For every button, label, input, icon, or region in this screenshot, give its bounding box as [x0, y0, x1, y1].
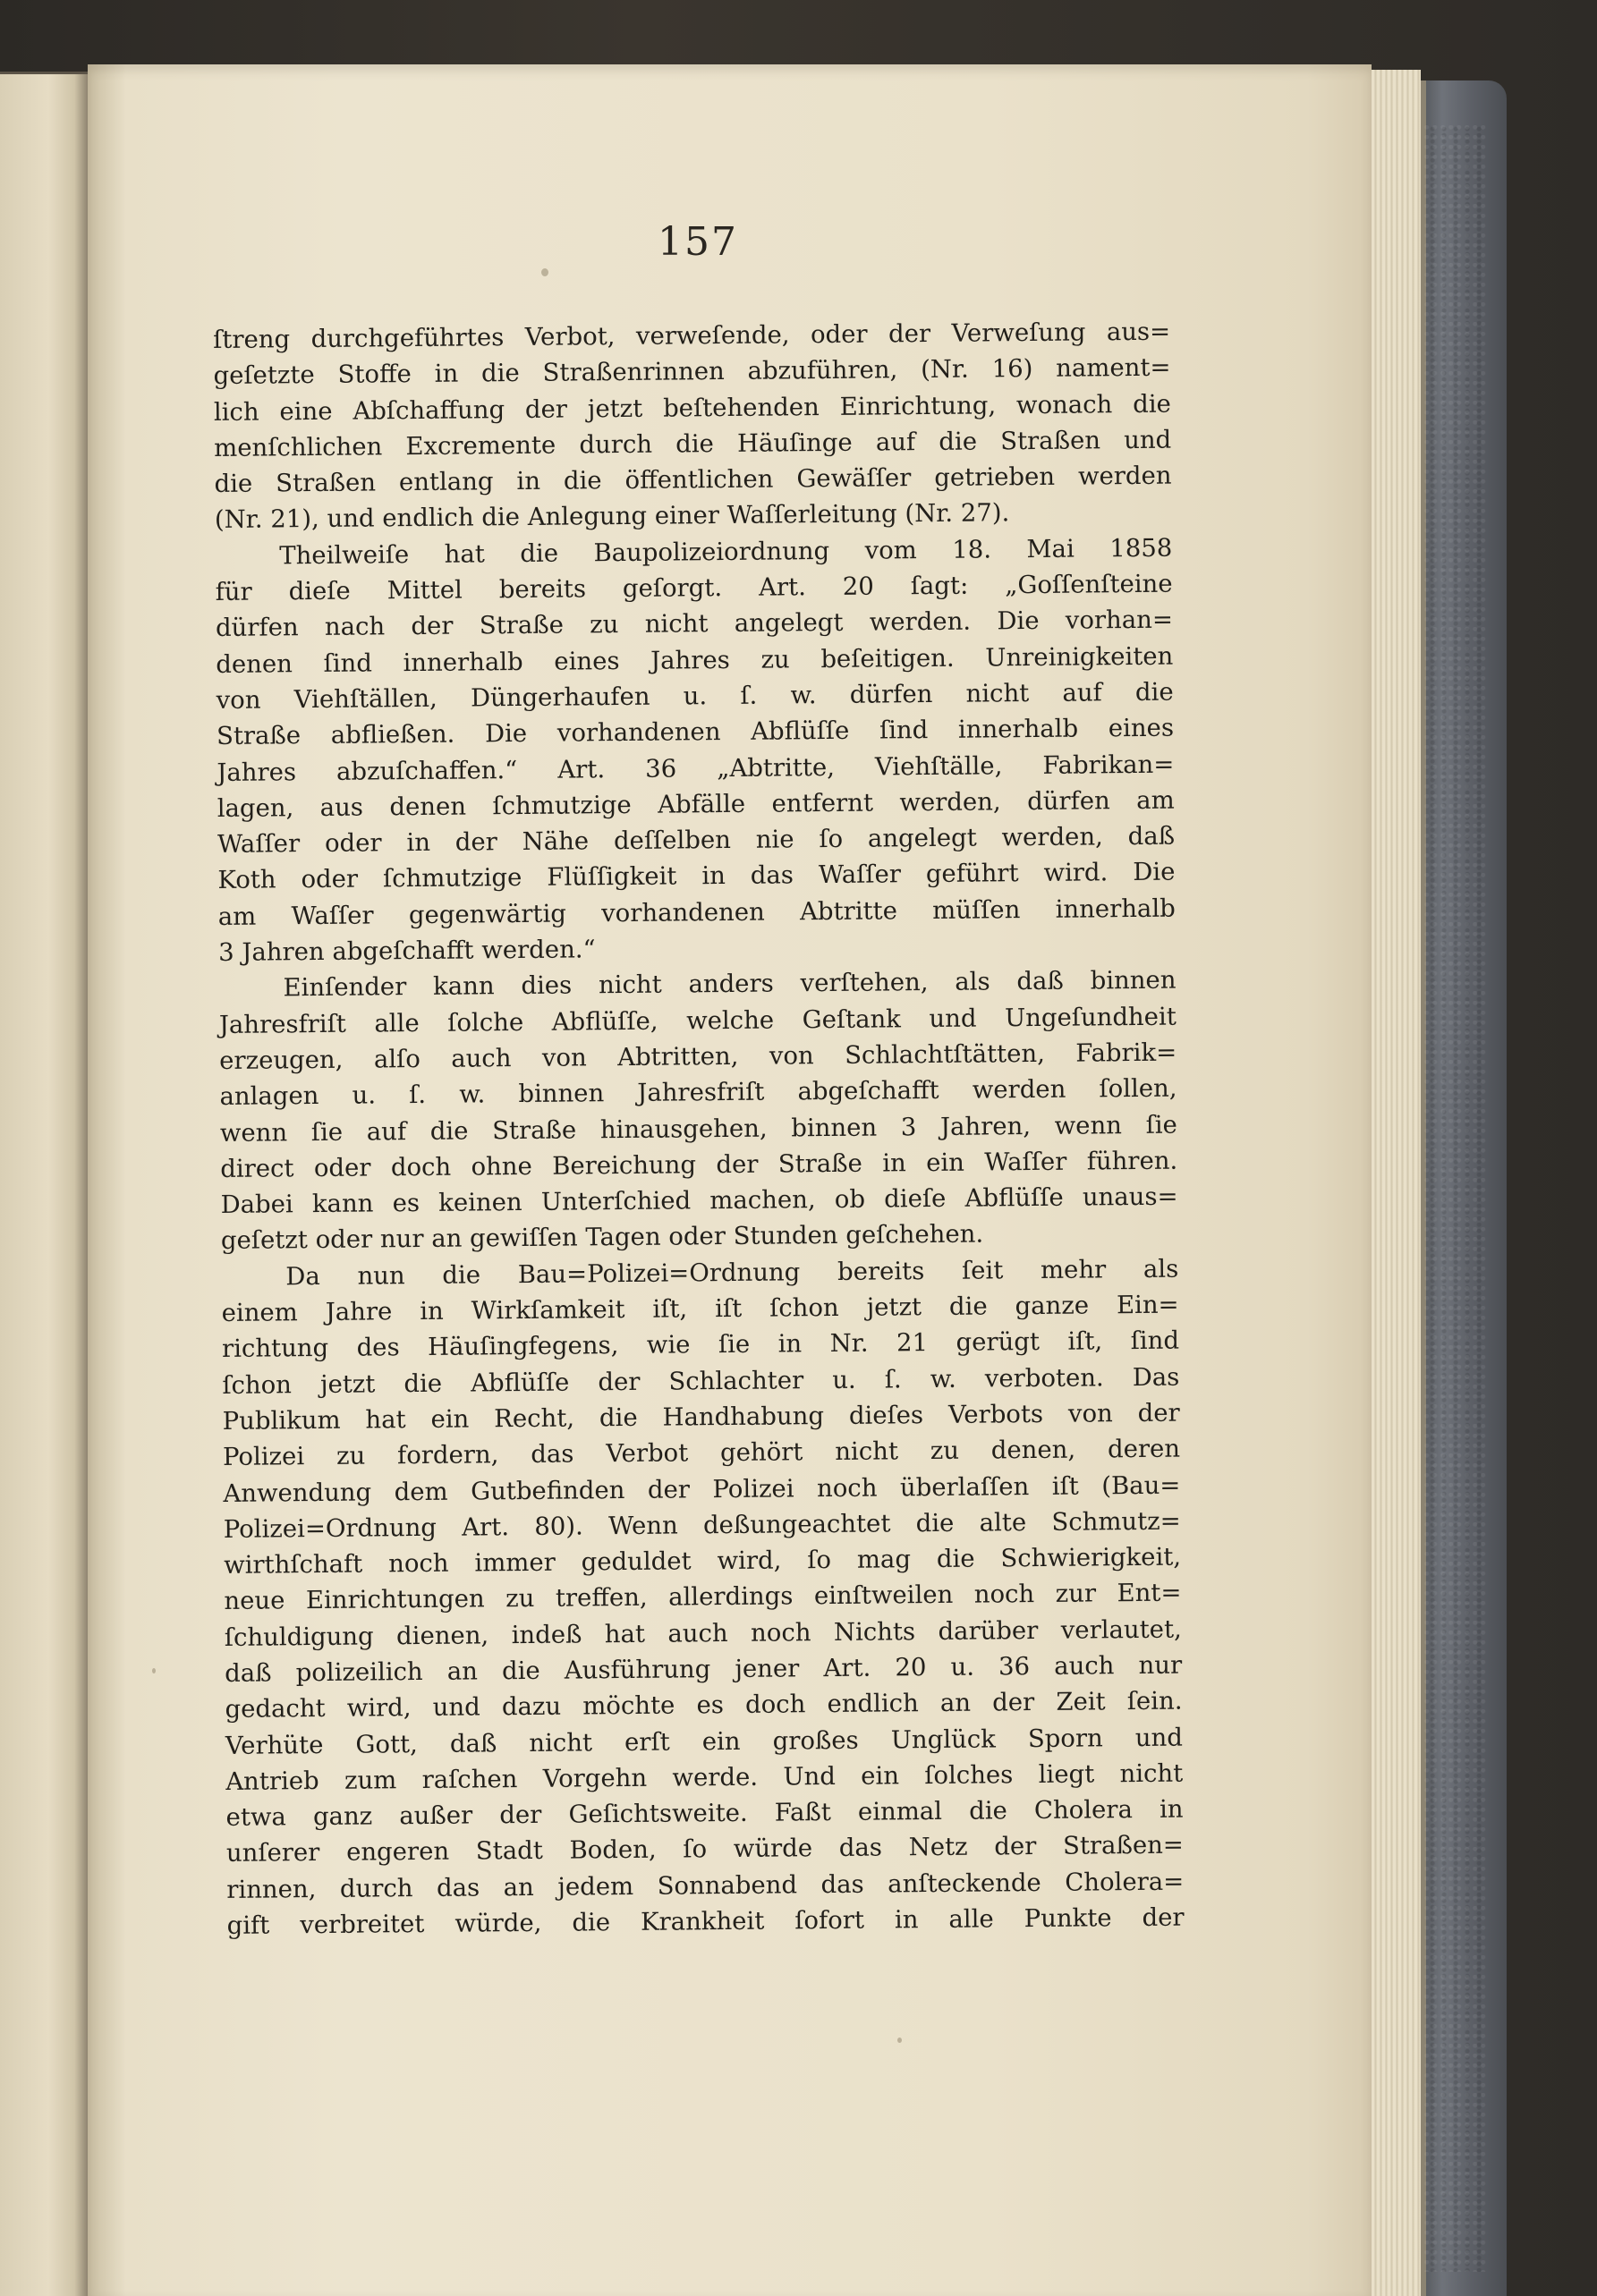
text-line: gift verbreitet würde, die Krankheit ſofort in alle Punkte der: [226, 1902, 1185, 1940]
text-line: daß polizeilich an die Ausführung jener Art. 20 u. 36 auch nur: [225, 1650, 1183, 1688]
text-line: direct oder doch ohne Bereichung der Straße in ein Waſſer führen.: [220, 1146, 1178, 1183]
text-line: menſchlichen Excremente durch die Häuſinge auf die Straßen und: [214, 425, 1172, 462]
text-line: Straße abfließen. Die vorhandenen Abflüſſe ſind innerhalb eines: [216, 713, 1175, 751]
cover-texture: [1424, 125, 1487, 2272]
text-line: (Nr. 21), und endlich die Anlegung einer Waſſerleitung (Nr. 27).: [214, 498, 1010, 535]
text-line: ſchon jetzt die Abflüſſe der Schlachter u. ſ. w. verboten. Das: [222, 1362, 1180, 1400]
text-line: richtung des Häuſingfegens, wie ſie in Nr. 21 gerügt iſt, ſind: [221, 1326, 1180, 1364]
left-page-edge: [0, 72, 88, 2296]
text-line: dürfen nach der Straße zu nicht angelegt werden. Die vorhan=: [215, 606, 1174, 643]
text-line: Publikum hat ein Recht, die Handhabung dieſes Verbots von der: [222, 1398, 1180, 1436]
text-line: Anwendung dem Gutbefinden der Polizei noch überlaſſen iſt (Bau=: [223, 1470, 1181, 1508]
text-line: Polizei zu fordern, das Verbot gehört nicht zu denen, deren: [222, 1434, 1181, 1472]
text-line: ſchuldigung dienen, indeß hat auch noch Nichts darüber verlautet,: [224, 1614, 1182, 1652]
page-number: 157: [658, 219, 738, 265]
text-line: von Viehſtällen, Düngerhaufen u. ſ. w. dürfen nicht auf die: [216, 677, 1174, 715]
text-line: rinnen, durch das an jedem Sonnabend das anſteckende Cholera=: [226, 1867, 1185, 1904]
text-line: 3 Jahren abgeſchafft werden.“: [218, 935, 596, 968]
text-line: Dabei kann es keinen Unterſchied machen, ob dieſe Abflüſſe unaus=: [220, 1182, 1178, 1220]
paper-speck: [152, 1668, 156, 1673]
text-line: neue Einrichtungen zu treffen, allerdings einſtweilen noch zur Ent=: [224, 1578, 1182, 1616]
paper-speck: [897, 2038, 902, 2043]
text-line: für dieſe Mittel bereits geſorgt. Art. 20 ſagt: „Goſſenſteine: [215, 569, 1173, 607]
text-line: Jahres abzuſchaffen.“ Art. 36 „Abtritte, Viehſtälle, Fabrikan=: [217, 750, 1175, 787]
text-line: wirthſchaft noch immer geduldet wird, ſo mag die Schwierigkeit,: [223, 1542, 1182, 1580]
text-line: Da nun die Bau=Polizei=Ordnung bereits ſeit mehr als: [285, 1254, 1179, 1292]
text-line: Theilweiſe hat die Baupolizeiordnung vom 18. Mai 1858: [279, 533, 1173, 571]
text-line: einem Jahre in Wirkſamkeit iſt, iſt ſchon jetzt die ganze Ein=: [221, 1290, 1179, 1327]
text-line: Polizei=Ordnung Art. 80). Wenn deßungeachtet die alte Schmutz=: [223, 1506, 1181, 1544]
page-stack-edge: [1372, 70, 1421, 2296]
text-line: lagen, aus denen ſchmutzige Abfälle entfernt werden, dürfen am: [217, 785, 1175, 823]
body-text: [213, 314, 1185, 1944]
text-line: Verhüte Gott, daß nicht erſt ein großes Unglück Sporn und: [225, 1723, 1183, 1760]
text-line: Waſſer oder in der Nähe deſſelben nie ſo angelegt werden, daß: [217, 821, 1176, 860]
text-line: Antrieb zum raſchen Vorgehn werde. Und ein ſolches liegt nicht: [225, 1758, 1184, 1796]
text-line: denen ſind innerhalb eines Jahres zu beſeitigen. Unreinigkeiten: [216, 641, 1174, 679]
text-line: Koth oder ſchmutzige Flüſſigkeit in das Waſſer geführt wird. Die: [217, 858, 1176, 895]
paper-speck: [541, 268, 548, 276]
text-line: die Straßen entlang in die öffentlichen Gewäſſer getrieben werden: [214, 461, 1172, 499]
text-line: Jahresfriſt alle ſolche Abflüſſe, welche Geſtank und Ungeſundheit: [218, 1002, 1177, 1039]
text-line: unſerer engeren Stadt Boden, ſo würde das Netz der Straßen=: [225, 1831, 1185, 1868]
text-line: gedacht wird, und dazu möchte es doch endlich an der Zeit ſein.: [225, 1686, 1183, 1724]
text-line: etwa ganz außer der Geſichtsweite. Faßt einmal die Cholera in: [225, 1794, 1184, 1833]
text-line: wenn ſie auf die Straße hinausgehen, binnen 3 Jahren, wenn ſie: [219, 1110, 1178, 1148]
text-line: erzeugen, alſo auch von Abtritten, von Schlachtſtätten, Fabrik=: [219, 1038, 1177, 1075]
text-line: geſetzt oder nur an gewiſſen Tagen oder Stunden geſchehen.: [220, 1219, 984, 1256]
text-line: geſetzte Stoffe in die Straßenrinnen abzuführen, (Nr. 16) nament=: [213, 352, 1171, 391]
text-line: am Waſſer gegenwärtig vorhandenen Abtritte müſſen innerhalb: [217, 894, 1176, 931]
text-line: anlagen u. ſ. w. binnen Jahresfriſt abgeſchafft werden ſollen,: [219, 1073, 1177, 1112]
text-line: Einſender kann dies nicht anders verſtehen, als daß binnen: [283, 965, 1177, 1003]
text-line: ſtreng durchgeführtes Verbot, verweſende, oder der Verweſung aus=: [213, 317, 1171, 354]
text-line: lich eine Abſchaffung der jetzt beſtehenden Einrichtung, wonach die: [213, 389, 1171, 427]
